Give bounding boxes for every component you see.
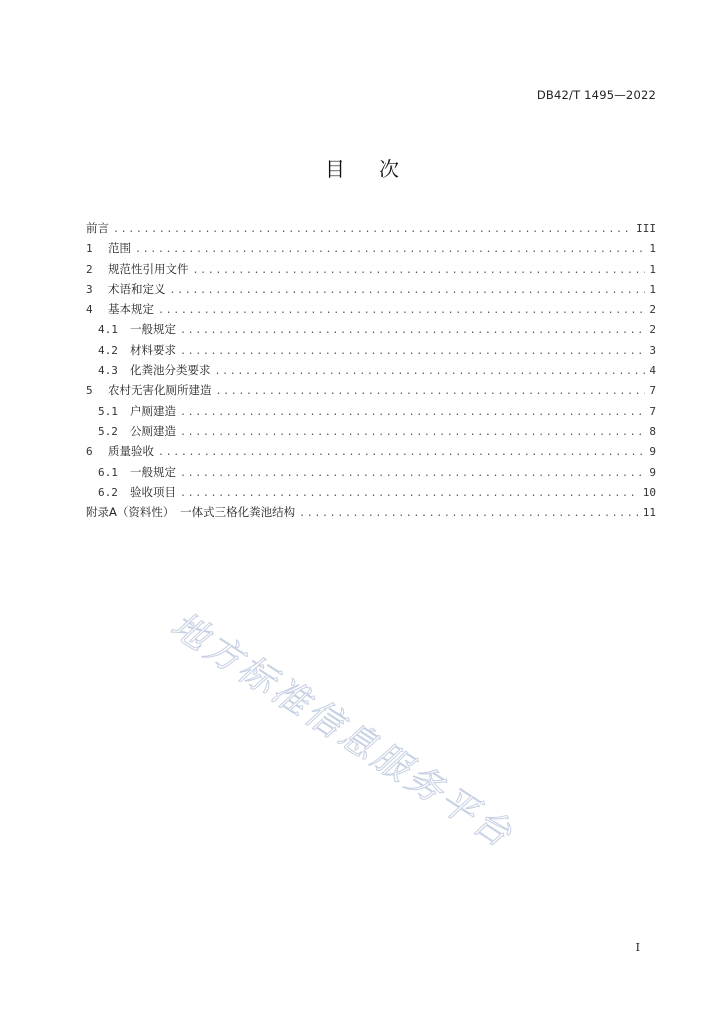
toc-entry-number: 4.1 (98, 323, 118, 337)
toc-entry-page: 2 (649, 323, 656, 337)
toc-leader-dots (215, 362, 646, 382)
toc-entry[interactable] (86, 441, 656, 461)
toc-entry[interactable] (86, 502, 656, 522)
toc-entry-number: 2 (86, 262, 93, 276)
toc-entry[interactable] (86, 482, 656, 502)
toc-leader-dots (113, 220, 632, 240)
table-of-contents (86, 218, 656, 522)
toc-entry-number: 5.1 (98, 404, 118, 418)
toc-entry-number: 4.3 (98, 364, 118, 378)
toc-entry[interactable] (86, 360, 656, 380)
toc-entry-page: 10 (642, 485, 656, 499)
toc-entry-title: 一般规定 (130, 464, 176, 479)
toc-entry-number: 5.2 (98, 424, 118, 438)
toc-entry-page: 1 (649, 262, 656, 276)
toc-leader-dots (180, 423, 645, 443)
toc-leader-dots (135, 240, 645, 260)
toc-entry[interactable] (86, 218, 656, 238)
toc-entry-page: 1 (649, 242, 656, 256)
toc-entry-title: 一般规定 (130, 322, 176, 337)
toc-entry[interactable] (86, 462, 656, 482)
toc-entry[interactable] (86, 299, 656, 319)
toc-entry-page: 9 (649, 465, 656, 479)
toc-entry-title: 基本规定 (108, 302, 154, 317)
toc-entry-title: 质量验收 (108, 444, 154, 459)
toc-entry-page: 7 (649, 404, 656, 418)
document-code: DB42/T 1495—2022 (536, 88, 656, 102)
toc-entry-title: 规范性引用文件 (108, 261, 189, 276)
toc-entry-page: 9 (649, 445, 656, 459)
toc-entry[interactable] (86, 340, 656, 360)
toc-entry-page: 8 (649, 424, 656, 438)
toc-entry-number: 1 (86, 242, 93, 256)
toc-entry-number: 6 (86, 445, 93, 459)
toc-leader-dots (180, 321, 645, 341)
toc-leader-dots (299, 504, 639, 524)
toc-entry[interactable] (86, 421, 656, 441)
toc-entry[interactable] (86, 380, 656, 400)
page-number: I (635, 941, 640, 954)
toc-leader-dots (170, 281, 646, 301)
toc-entry-title: 前言 (86, 221, 109, 235)
toc-entry[interactable] (86, 259, 656, 279)
toc-leader-dots (158, 443, 645, 463)
toc-leader-dots (180, 484, 639, 504)
toc-entry-page: 1 (649, 282, 656, 296)
toc-entry-title: 范围 (108, 241, 131, 256)
toc-entry-title: 公厕建造 (130, 423, 176, 438)
toc-leader-dots (180, 464, 645, 484)
toc-entry-number: 6.1 (98, 465, 118, 479)
toc-leader-dots (158, 301, 645, 321)
toc-entry[interactable] (86, 401, 656, 421)
toc-title: 目次 (325, 157, 433, 181)
watermark: 地方标准信息服务平台 (163, 604, 522, 857)
toc-entry-number: 6.2 (98, 485, 118, 499)
toc-entry-page: III (636, 222, 656, 235)
toc-entry-number: 4 (86, 303, 93, 317)
toc-leader-dots (216, 382, 646, 402)
toc-entry[interactable] (86, 238, 656, 258)
toc-leader-dots (180, 342, 645, 362)
toc-entry-number: 4.2 (98, 343, 118, 357)
toc-entry-title: 材料要求 (130, 342, 176, 357)
toc-leader-dots (193, 261, 646, 281)
toc-entry-title: 验收项目 (130, 484, 176, 499)
toc-entry-title: 术语和定义 (108, 281, 166, 296)
toc-entry[interactable] (86, 319, 656, 339)
toc-entry-page: 4 (649, 364, 656, 378)
toc-entry-number: 3 (86, 282, 93, 296)
toc-entry-title: 户厕建造 (130, 403, 176, 418)
toc-entry-page: 11 (642, 506, 656, 520)
toc-entry[interactable] (86, 279, 656, 299)
toc-entry-number: 5 (86, 384, 93, 398)
toc-entry-page: 3 (649, 343, 656, 357)
toc-entry-page: 2 (649, 303, 656, 317)
toc-leader-dots (180, 403, 645, 423)
toc-entry-title: 化粪池分类要求 (130, 363, 211, 378)
toc-entry-title: 农村无害化厕所建造 (108, 383, 212, 398)
toc-entry-page: 7 (649, 384, 656, 398)
toc-entry-title: 附录A（资料性） 一体式三格化粪池结构 (86, 505, 296, 520)
